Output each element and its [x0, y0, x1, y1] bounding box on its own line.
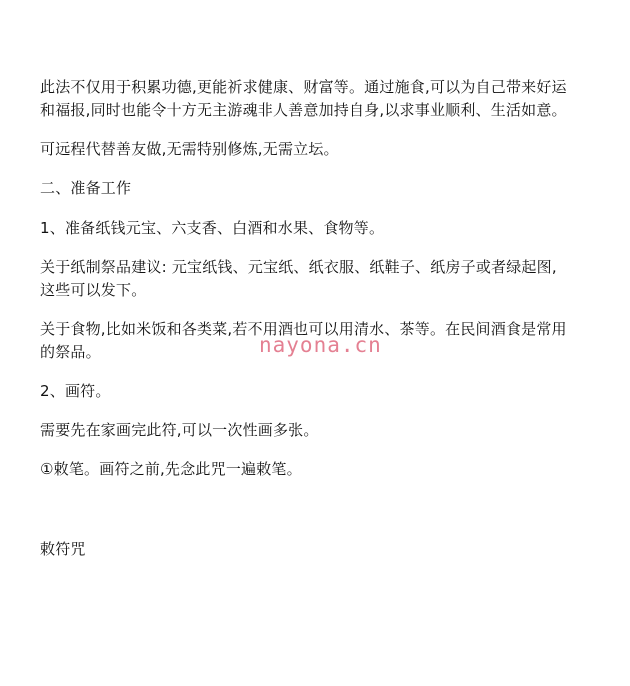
paper-offerings-line-1: 关于纸制祭品建议: 元宝纸钱、元宝纸、纸衣服、纸鞋子、纸房子或者绿起图, [40, 258, 557, 276]
section-heading: 二、准备工作 [40, 179, 132, 197]
step-1: ①敕笔。画符之前,先念此咒一遍敕笔。 [40, 460, 302, 478]
paragraph-2: 可远程代替善友做,无需特别修炼,无需立坛。 [40, 140, 339, 158]
paper-offerings-line-2: 这些可以发下。 [40, 281, 147, 299]
paragraph-1-line-2: 和福报,同时也能令十方无主游魂非人善意加持自身,以求事业顺利、生活如意。 [40, 101, 567, 119]
list-item-1: 1、准备纸钱元宝、六支香、白酒和水果、食物等。 [40, 219, 385, 237]
food-line-1: 关于食物,比如米饭和各类菜,若不用酒也可以用清水、茶等。在民间酒食是常用 [40, 320, 567, 338]
food-line-2: 的祭品。 [40, 343, 101, 361]
watermark: nayona.cn [259, 333, 382, 357]
instruction-text: 需要先在家画完此符,可以一次性画多张。 [40, 421, 319, 439]
paragraph-1-line-1: 此法不仅用于积累功德,更能祈求健康、财富等。通过施食,可以为自己带来好运 [40, 78, 567, 96]
mantra-title: 敕符咒 [40, 540, 86, 558]
list-item-2: 2、画符。 [40, 382, 111, 400]
